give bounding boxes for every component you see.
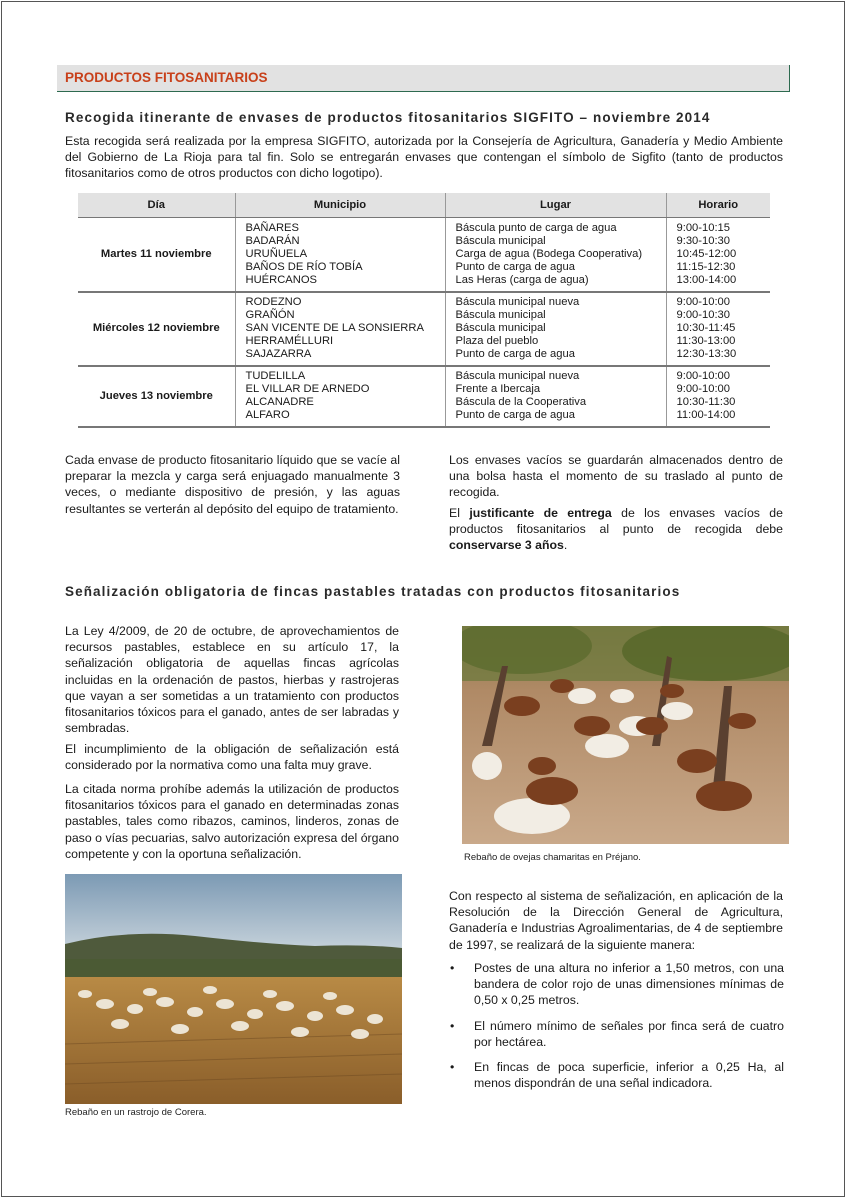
municipio: URUÑUELA bbox=[245, 247, 308, 260]
table-row bbox=[78, 366, 770, 427]
municipio-cell bbox=[235, 366, 445, 427]
sheep-prejano-illustration bbox=[462, 626, 789, 844]
justificante-bold2: conservarse 3 años bbox=[449, 538, 564, 553]
recogida-intro: Esta recogida será realizada por la empresa SIGFITO, autorizada por la Consejería de Agricultura, Ganadería y Medio Ambiente del Gobierno de La Rioja para tal fin. Solo se entregarán envases que contengan el símbolo de Sigfito (tanto de productos fitosanitarios como de otros productos con dicho logotipo). bbox=[65, 134, 783, 181]
municipio-cell bbox=[235, 218, 445, 292]
section-title: PRODUCTOS FITOSANITARIOS bbox=[65, 70, 268, 85]
lugar: Báscula municipal bbox=[455, 322, 546, 334]
lugar: Plaza del pueblo bbox=[455, 335, 539, 347]
ley-paragraph: La Ley 4/2009, de 20 de octubre, de aprovechamientos de recursos pastables, establece en su artículo 17, la señalización obligatoria de aquellas fincas agrícolas incluidas en la ordenación de pastos, hierbas y rastrojeras que vayan a ser sometidas a un tratamiento con productos fitosanitarios tóxicos para el ganado, antes de ser labradas y sembradas. bbox=[65, 624, 399, 736]
sheep-prejano-photo bbox=[462, 626, 789, 844]
horario: 9:00-10:15 bbox=[676, 221, 730, 234]
horario: 12:30-13:30 bbox=[676, 348, 737, 360]
envases-bolsa-text: Los envases vacíos se guardarán almacenados dentro de una bolsa hasta el momento de su traslado al punto de recogida. bbox=[449, 453, 783, 500]
caption-prejano: Rebaño de ovejas chamaritas en Préjano. bbox=[464, 852, 641, 863]
lugar: Báscula de la Cooperativa bbox=[455, 396, 587, 408]
lugar-cell bbox=[445, 366, 666, 427]
horario: 11:30-13:00 bbox=[676, 335, 736, 347]
lugar: Frente a Ibercaja bbox=[455, 383, 541, 395]
lugar: Las Heras (carga de agua) bbox=[455, 273, 589, 286]
municipio-cell bbox=[235, 292, 445, 366]
lugar: Báscula municipal nueva bbox=[455, 296, 580, 308]
lugar-cell bbox=[445, 292, 666, 366]
municipio: BAÑARES bbox=[245, 221, 299, 234]
list-item: • En fincas de poca superficie, inferior a 0,25 Ha, al menos dispondrán de una señal indicadora. bbox=[448, 1059, 784, 1091]
header-horario: Horario bbox=[666, 193, 770, 218]
municipio: SAN VICENTE DE LA SONSIERRA bbox=[245, 322, 424, 334]
municipio: ALFARO bbox=[245, 409, 290, 421]
municipio: ALCANADRE bbox=[245, 396, 314, 408]
horario: 13:00-14:00 bbox=[676, 273, 737, 286]
horario-cell bbox=[666, 218, 770, 292]
horario: 10:30-11:45 bbox=[676, 322, 736, 334]
horario-cell bbox=[666, 366, 770, 427]
horario-cell bbox=[666, 292, 770, 366]
incumplimiento-paragraph: El incumplimiento de la obligación de señalización está considerado por la normativa como una falta muy grave. bbox=[65, 742, 399, 773]
list-item: • El número mínimo de señales por finca será de cuatro por hectárea. bbox=[448, 1018, 784, 1050]
sheep-corera-illustration bbox=[65, 874, 402, 1104]
lugar: Punto de carga de agua bbox=[455, 348, 575, 360]
lugar: Báscula municipal bbox=[455, 234, 546, 247]
horario: 10:30-11:30 bbox=[676, 396, 736, 408]
horario: 9:30-10:30 bbox=[676, 234, 730, 247]
horario: 10:45-12:00 bbox=[676, 247, 737, 260]
section-title-bar bbox=[57, 65, 790, 92]
justificante-part3: . bbox=[563, 538, 568, 553]
envase-lavado-text: Cada envase de producto fitosanitario líquido que se vacíe al preparar la mezcla y carga será enjuagado manualmente 3 veces, o mediante dispositivo de presión, y las aguas resultantes se verterán al depósito del equipo de tratamiento. bbox=[65, 453, 400, 516]
day-cell: Miércoles 12 noviembre bbox=[78, 292, 235, 366]
municipio: GRAÑÓN bbox=[245, 309, 295, 321]
municipio: HERRAMÉLLURI bbox=[245, 335, 334, 347]
lugar: Báscula municipal nueva bbox=[455, 370, 580, 382]
lugar: Punto de carga de agua bbox=[455, 409, 575, 421]
lugar-cell bbox=[445, 218, 666, 292]
justificante-part1: El bbox=[449, 506, 470, 520]
municipio: BAÑOS DE RÍO TOBÍA bbox=[245, 260, 363, 273]
day-cell: Jueves 13 noviembre bbox=[78, 366, 235, 427]
sheep-corera-photo bbox=[65, 874, 402, 1104]
lugar: Báscula punto de carga de agua bbox=[455, 221, 617, 234]
schedule-table bbox=[78, 193, 770, 428]
municipio: EL VILLAR DE ARNEDO bbox=[245, 383, 370, 395]
municipio: HUÉRCANOS bbox=[245, 273, 317, 286]
senalizacion-rules-list bbox=[448, 960, 784, 1100]
municipio: RODEZNO bbox=[245, 296, 302, 308]
justificante-part2: de los envases vacíos de productos fitosanitarios al punto de recogida debe bbox=[449, 506, 783, 537]
municipio: BADARÁN bbox=[245, 234, 300, 247]
schedule-header-row bbox=[78, 193, 770, 218]
municipio: TUDELILLA bbox=[245, 370, 306, 382]
table-row bbox=[78, 218, 770, 292]
lugar: Punto de carga de agua bbox=[455, 260, 575, 273]
lugar: Carga de agua (Bodega Cooperativa) bbox=[455, 247, 643, 260]
horario: 9:00-10:00 bbox=[676, 383, 730, 395]
horario: 9:00-10:00 bbox=[676, 296, 730, 308]
sistema-senalizacion-intro: Con respecto al sistema de señalización, en aplicación de la Resolución de la Dirección General de Agricultura, Ganadería e Industrias Agroalimentarias, de 4 de septiembre de 1997, se realizará de la siguiente manera: bbox=[449, 889, 783, 952]
header-municipio: Municipio bbox=[235, 193, 445, 218]
horario: 11:15-12:30 bbox=[676, 260, 736, 273]
municipio: SAJAZARRA bbox=[245, 348, 312, 360]
table-row bbox=[78, 292, 770, 366]
header-lugar: Lugar bbox=[445, 193, 666, 218]
justificante-bold1: justificante de entrega bbox=[469, 506, 612, 520]
senalizacion-heading: Señalización obligatoria de fincas pastables tratadas con productos fitosanitarios bbox=[65, 584, 681, 599]
lugar: Báscula municipal bbox=[455, 309, 546, 321]
justificante-text bbox=[449, 505, 783, 554]
header-dia: Día bbox=[78, 193, 235, 218]
day-cell: Martes 11 noviembre bbox=[78, 218, 235, 292]
horario: 11:00-14:00 bbox=[676, 409, 736, 421]
prohibicion-paragraph: La citada norma prohíbe además la utilización de productos fitosanitarios tóxicos para el ganado en determinadas zonas pastables, tales como ribazos, caminos, linderos, zonas de paso o vías pecuarias, salvo autorización expresa del órgano competente y con la oportuna señalización. bbox=[65, 782, 399, 861]
caption-corera: Rebaño en un rastrojo de Corera. bbox=[65, 1107, 207, 1118]
list-item: • Postes de una altura no inferior a 1,50 metros, con una bandera de color rojo de unas dimensiones mínimas de 0,50 x 0,25 metros. bbox=[448, 960, 784, 1009]
horario: 9:00-10:30 bbox=[676, 309, 730, 321]
horario: 9:00-10:00 bbox=[676, 370, 730, 382]
recogida-heading: Recogida itinerante de envases de productos fitosanitarios SIGFITO – noviembre 2014 bbox=[65, 110, 711, 125]
